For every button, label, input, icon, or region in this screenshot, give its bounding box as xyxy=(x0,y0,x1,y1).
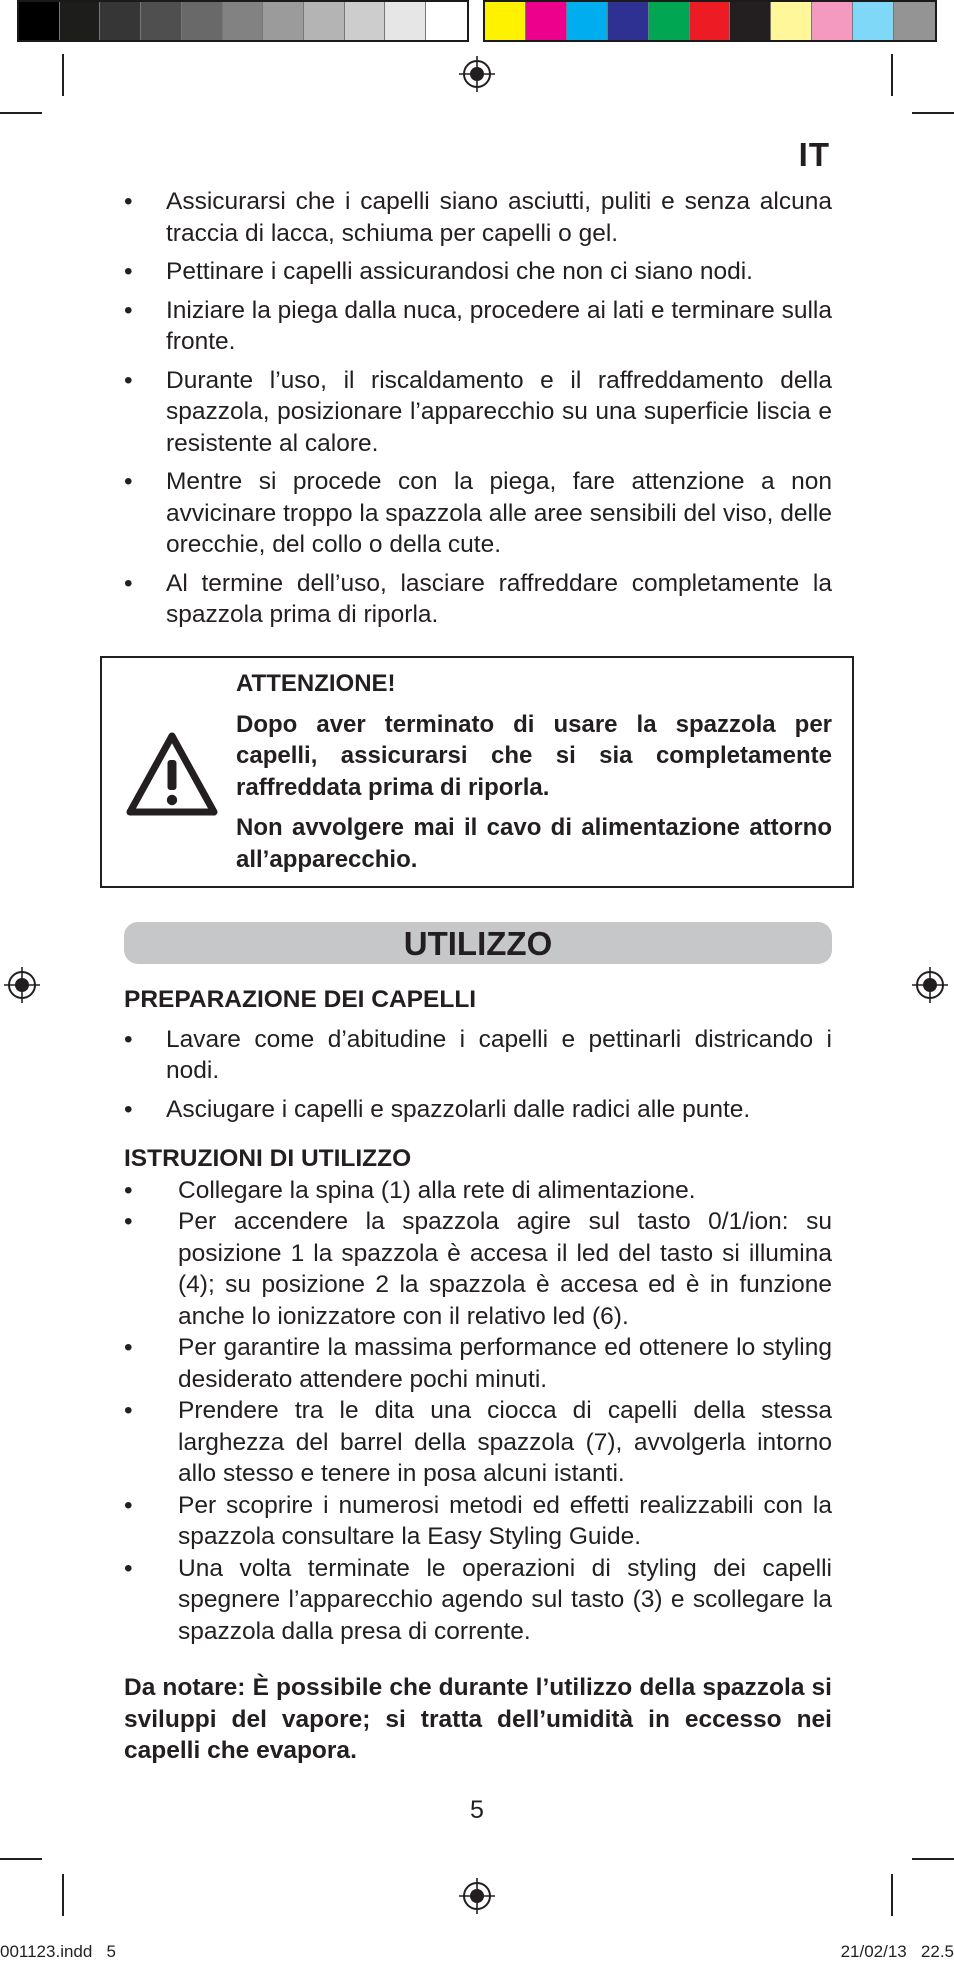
date-slug: 21/02/13 22.5 xyxy=(840,1942,954,1961)
color-swatch xyxy=(812,2,853,40)
bullet-icon: • xyxy=(124,1208,133,1235)
bullet-icon: • xyxy=(124,1491,133,1519)
registration-mark-icon xyxy=(459,1878,495,1914)
safety-bullet-item xyxy=(124,256,832,288)
instruction-item xyxy=(124,1490,832,1553)
preparation-heading: PREPARAZIONE DEI CAPELLI xyxy=(124,986,477,1013)
bullet-list xyxy=(124,186,832,631)
instruction-item xyxy=(124,1332,832,1395)
crop-mark-bottom-left-vertical xyxy=(62,1874,64,1916)
safety-bullet-item xyxy=(124,295,832,358)
instruction-item xyxy=(124,1553,832,1648)
color-swatch xyxy=(608,2,649,40)
page-number: 5 xyxy=(470,1796,484,1824)
safety-bullets xyxy=(124,186,832,638)
section-title-banner: UTILIZZO xyxy=(124,922,832,964)
color-swatch xyxy=(263,2,304,40)
bullet-icon: • xyxy=(124,188,133,215)
preparation-item-text: Asciugare i capelli e spazzolarli dalle radici alle punte. xyxy=(166,1095,751,1123)
bullet-icon: • xyxy=(124,258,133,285)
color-swatch xyxy=(182,2,223,40)
instruction-item-text: Per scoprire i numerosi metodi ed effetti realizzabili con la spazzola consultare la Easy Styling Guide. xyxy=(178,1491,832,1550)
instruction-item-text: Per garantire la massima performance ed ottenere lo styling desiderato attendere pochi minuti. xyxy=(178,1334,832,1393)
safety-bullet-item-text: Al termine dell’uso, lasciare raffreddare completamente la spazzola prima di riporla. xyxy=(166,569,832,628)
color-swatch xyxy=(567,2,608,40)
safety-bullet-item xyxy=(124,568,832,631)
color-swatch xyxy=(485,2,526,40)
crop-mark-top-left-horizontal xyxy=(0,112,42,114)
crop-mark-top-right-horizontal xyxy=(912,112,954,114)
preparation-list xyxy=(124,1024,832,1126)
color-swatch xyxy=(100,2,141,40)
bullet-icon: • xyxy=(124,1025,133,1053)
color-swatch xyxy=(304,2,345,40)
crop-mark-top-left-vertical xyxy=(62,54,64,96)
note-section xyxy=(124,1672,832,1767)
warning-triangle-icon xyxy=(124,730,220,818)
crop-mark-bottom-left-horizontal xyxy=(0,1858,42,1860)
safety-bullet-item-text: Assicurarsi che i capelli siano asciutti, puliti e senza alcuna traccia di lacca, schiuma per capelli o gel. xyxy=(166,188,832,247)
bullet-icon: • xyxy=(124,1397,133,1424)
color-swatch xyxy=(690,2,731,40)
safety-bullet-item-text: Pettinare i capelli assicurandosi che non ci siano nodi. xyxy=(166,258,753,285)
grayscale-color-bar xyxy=(17,0,469,42)
safety-bullet-item xyxy=(124,365,832,460)
bullet-icon: • xyxy=(124,1176,133,1204)
color-swatch xyxy=(385,2,426,40)
crop-mark-bottom-right-horizontal xyxy=(912,1858,954,1860)
color-swatch xyxy=(426,2,467,40)
safety-bullet-item-text: Mentre si procede con la piega, fare attenzione a non avvicinare troppo la spazzola alle aree sensibili del viso, delle orecchie, del collo o della cute. xyxy=(166,468,832,558)
color-swatch xyxy=(141,2,182,40)
color-swatch xyxy=(649,2,690,40)
bullet-icon: • xyxy=(124,1554,133,1582)
instruction-item-text: Una volta terminate le operazioni di styling dei capelli spegnere l’apparecchio agendo sul tasto (3) e scollegare la spazzola dalla presa di corrente. xyxy=(178,1554,832,1645)
warning-title: ATTENZIONE! xyxy=(236,670,396,697)
crop-mark-bottom-right-vertical xyxy=(891,1874,893,1916)
instruction-item xyxy=(124,1395,832,1490)
instruction-item xyxy=(124,1175,832,1207)
safety-bullet-item xyxy=(124,186,832,249)
instructions-section xyxy=(124,1143,832,1647)
safety-bullet-item xyxy=(124,466,832,561)
color-swatch xyxy=(19,2,60,40)
instruction-item xyxy=(124,1206,832,1332)
registration-mark-icon xyxy=(912,967,948,1003)
preparation-item-text: Lavare come d’abitudine i capelli e pettinarli districando i nodi. xyxy=(166,1025,832,1084)
file-slug: 001123.indd 5 xyxy=(0,1942,116,1961)
bullet-icon: • xyxy=(124,366,133,394)
warning-line-2: Non avvolgere mai il cavo di alimentazione attorno all’apparecchio. xyxy=(236,814,832,873)
warning-box xyxy=(100,656,854,888)
bullet-icon: • xyxy=(124,296,133,324)
instruction-item-text: Collegare la spina (1) alla rete di alimentazione. xyxy=(178,1176,696,1204)
color-swatch xyxy=(60,2,101,40)
preparation-item xyxy=(124,1094,832,1126)
instructions-list xyxy=(124,1175,832,1648)
instruction-item-text: Prendere tra le dita una ciocca di capelli della stessa larghezza del barrel della spazzola (7), avvolgerla intorno allo stesso e tenere in posa alcuni istanti. xyxy=(178,1397,832,1487)
instructions-heading: ISTRUZIONI DI UTILIZZO xyxy=(124,1145,412,1172)
bullet-icon: • xyxy=(124,569,133,597)
preparation-section xyxy=(124,984,832,1132)
bullet-icon: • xyxy=(124,1095,133,1123)
color-swatch xyxy=(894,2,935,40)
color-swatch xyxy=(223,2,264,40)
bullet-icon: • xyxy=(124,468,133,495)
warning-line-1: Dopo aver terminato di usare la spazzola per capelli, assicurarsi che si sia completamente raffreddata prima di riporla. xyxy=(236,710,832,801)
color-swatch xyxy=(730,2,771,40)
bullet-icon: • xyxy=(124,1334,133,1361)
note-text: Da notare: È possibile che durante l’utilizzo della spazzola si sviluppi del vapore; si tratta dell’umidità in eccesso nei capelli che evapora. xyxy=(124,1674,832,1764)
color-swatch xyxy=(853,2,894,40)
crop-mark-top-right-vertical xyxy=(891,54,893,96)
language-code: IT xyxy=(798,136,830,173)
safety-bullet-item-text: Durante l’uso, il riscaldamento e il raffreddamento della spazzola, posizionare l’apparecchio su una superficie liscia e resistente al calore. xyxy=(166,366,832,457)
instruction-item-text: Per accendere la spazzola agire sul tasto 0/1/ion: su posizione 1 la spazzola è accesa il led del tasto si illumina (4); su posizione 2 la spazzola è accesa ed è in funzione anche lo ionizzatore con il relativo led (6). xyxy=(178,1208,832,1330)
color-swatch xyxy=(771,2,812,40)
preparation-item xyxy=(124,1024,832,1087)
registration-mark-icon xyxy=(459,56,495,92)
color-swatch xyxy=(345,2,386,40)
color-swatch xyxy=(526,2,567,40)
process-color-bar xyxy=(483,0,937,42)
warning-text xyxy=(236,668,832,884)
safety-bullet-item-text: Iniziare la piega dalla nuca, procedere ai lati e terminare sulla fronte. xyxy=(166,296,832,355)
registration-mark-icon xyxy=(4,967,40,1003)
